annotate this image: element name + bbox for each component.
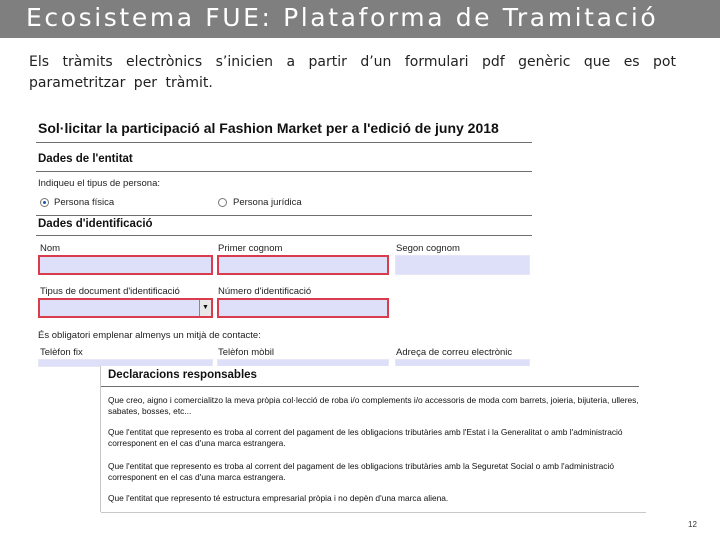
divider — [101, 386, 639, 387]
declaration-item: Que l'entitat que represento es troba al corrent del pagament de les obligacions tributàries amb l'Estat i la Generalitat o amb l'administració corresponent en el cas d'una marca estrangera. — [108, 427, 623, 448]
declaration-item: Que l'entitat que represento té estructura empresarial pròpia i no depèn d'una marca aliena. — [108, 493, 449, 503]
label-telefon-fix: Telèfon fix — [40, 347, 83, 358]
label-nom: Nom — [40, 243, 61, 254]
identification-section-heading: Dades d'identificació — [38, 218, 153, 230]
chevron-down-icon[interactable]: ▼ — [199, 300, 211, 316]
page-number: 12 — [688, 520, 697, 529]
radio-label-persona-juridica: Persona jurídica — [233, 197, 302, 208]
label-correu-electronic: Adreça de correu electrònic — [396, 347, 513, 358]
radio-persona-fisica[interactable] — [40, 198, 49, 207]
divider — [36, 142, 532, 143]
pdf-form-screenshot — [36, 116, 536, 366]
entity-section-heading: Dades de l'entitat — [38, 153, 133, 165]
label-telefon-mobil: Telèfon mòbil — [218, 347, 274, 358]
input-primer-cognom[interactable] — [217, 255, 389, 275]
form-title: Sol·licitar la participació al Fashion Market per a l'edició de juny 2018 — [38, 120, 499, 136]
label-numero-identificacio: Número d'identificació — [218, 286, 312, 297]
declarations-panel — [101, 366, 646, 512]
select-tipus-document[interactable] — [38, 298, 213, 318]
label-segon-cognom: Segon cognom — [396, 243, 460, 254]
slide-title: Ecosistema FUE: Plataforma de Tramitació — [26, 3, 659, 32]
input-nom[interactable] — [38, 255, 213, 275]
person-type-prompt: Indiqueu el tipus de persona: — [38, 178, 161, 189]
input-segon-cognom[interactable] — [395, 255, 530, 275]
label-tipus-document: Tipus de document d'identificació — [40, 286, 180, 297]
intro-text: Els tràmits electrònics s’inicien a partir d’un formulari pdf genèric que es pot parametritzar per tràmit. — [29, 54, 676, 91]
contact-note: És obligatori emplenar almenys un mitjà de contacte: — [38, 330, 261, 341]
divider — [36, 215, 532, 216]
title-bar — [0, 0, 720, 38]
radio-persona-juridica[interactable] — [218, 198, 227, 207]
divider — [36, 235, 532, 236]
declarations-title: Declaracions responsables — [108, 369, 257, 381]
radio-label-persona-fisica: Persona física — [54, 197, 115, 208]
declaration-item: Que l'entitat que represento es troba al corrent del pagament de les obligacions tributàries amb la Seguretat Social o amb l'administració corresponent en el cas d'una marca estrangera. — [108, 461, 614, 482]
declaration-item: Que creo, aigno i comercialitzo la meva pròpia col·lecció de roba i/o complements i/o accessoris de moda com barrets, joieria, bijuteria, ulleres, sabates, bosses, etc... — [108, 395, 639, 416]
input-numero-identificacio[interactable] — [217, 298, 389, 318]
label-primer-cognom: Primer cognom — [218, 243, 283, 254]
divider — [36, 171, 532, 172]
